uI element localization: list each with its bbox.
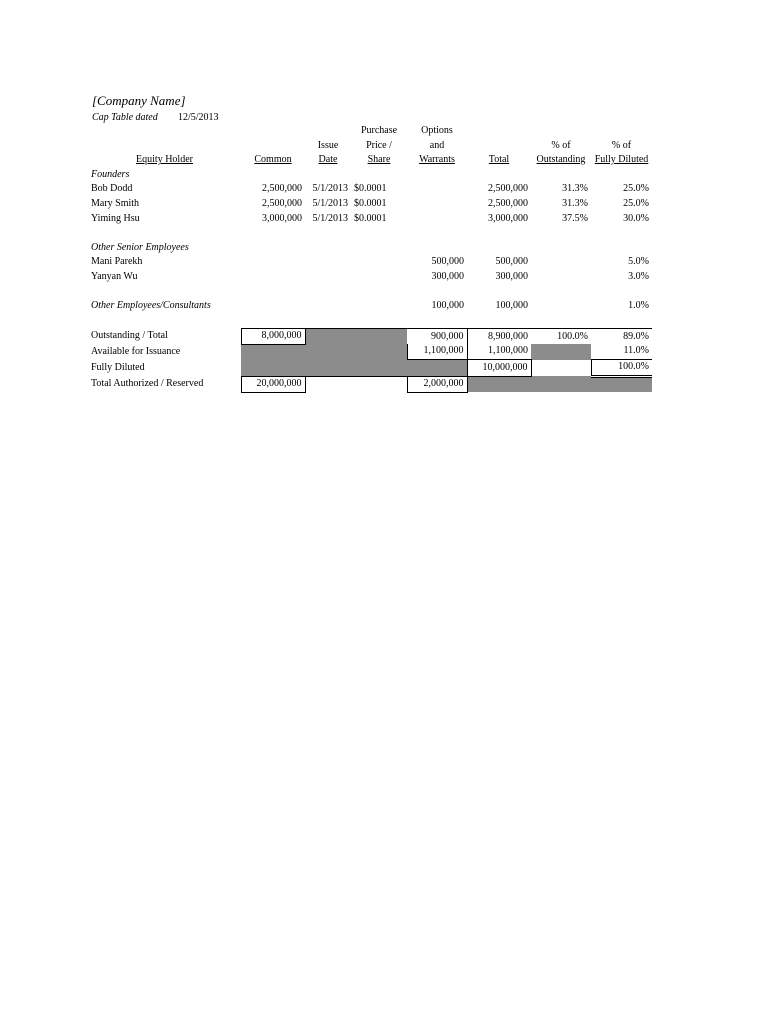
pct-fully-diluted-cell: 30.0% (623, 212, 649, 224)
pct-outstanding-cell: 100.0% (531, 329, 591, 345)
total-cell: 2,500,000 (488, 197, 528, 209)
header-pct-fully-diluted-line1: % of (611, 139, 632, 151)
header-price-line3: Share (367, 154, 391, 166)
total-cell: 300,000 (495, 270, 528, 282)
total-cell: 1,100,000 (467, 344, 531, 359)
common-cell (241, 270, 305, 285)
header-options-line3: Warrants (419, 154, 455, 166)
summary-available-row (88, 344, 652, 359)
options-cell: 2,000,000 (407, 376, 467, 392)
summary-label: Fully Diluted (91, 361, 145, 373)
summary-label: Available for Issuance (91, 345, 181, 357)
common-cell: 2,500,000 (262, 183, 302, 195)
holder-name: Bob Dodd (91, 183, 133, 195)
pct-fully-diluted-cell: 1.0% (628, 300, 649, 312)
total-cell: 10,000,000 (467, 360, 531, 377)
common-cell: 2,500,000 (262, 197, 302, 209)
summary-label: Outstanding / Total (91, 330, 168, 342)
pct-fully-diluted-cell: 89.0% (591, 329, 652, 345)
issue-date-cell: 5/1/2013 (312, 212, 348, 224)
header-price-line1: Purchase (360, 125, 398, 136)
section-senior-employees (88, 241, 652, 256)
total-cell: 100,000 (495, 300, 528, 312)
summary-authorized-row (88, 376, 652, 392)
section-founders (88, 168, 652, 183)
options-cell: 100,000 (431, 300, 464, 312)
header-pct-outstanding-line1: % of (551, 139, 571, 151)
pct-fully-diluted-cell: 5.0% (628, 256, 649, 268)
pct-fully-diluted-cell: 100.0% (591, 360, 652, 377)
common-cell: 20,000,000 (241, 376, 305, 392)
issue-date-cell: 5/1/2013 (312, 183, 348, 195)
cap-table-header (88, 124, 652, 168)
pct-outstanding-cell: 31.3% (562, 197, 588, 209)
header-options-line1: Options (421, 125, 453, 136)
table-row (88, 182, 652, 197)
section-title: Founders (91, 168, 130, 180)
cap-table-label: Cap Table dated (92, 112, 158, 123)
pct-outstanding-cell: 37.5% (562, 212, 588, 224)
header-date-line1: Issue (317, 139, 339, 151)
header-equity-holder: Equity Holder (136, 154, 193, 166)
total-cell: 500,000 (495, 256, 528, 268)
common-cell (241, 255, 305, 270)
holder-name: Yanyan Wu (91, 270, 138, 282)
total-cell: 3,000,000 (488, 212, 528, 224)
options-cell: 300,000 (431, 270, 464, 282)
cap-table (88, 124, 652, 393)
summary-label: Total Authorized / Reserved (91, 377, 204, 389)
holder-name: Yiming Hsu (91, 212, 140, 224)
header-total: Total (488, 154, 510, 166)
total-cell: 2,500,000 (488, 183, 528, 195)
holder-name: Mary Smith (91, 197, 140, 209)
issue-date-cell (305, 270, 351, 285)
header-price-line2: Price / (366, 139, 392, 151)
pct-fully-diluted-cell: 25.0% (623, 183, 649, 195)
cap-table-date-row (92, 112, 219, 123)
options-cell: 500,000 (431, 256, 464, 268)
common-cell: 8,000,000 (241, 329, 305, 345)
price-cell: $0.0001 (354, 212, 387, 224)
issue-date-cell (305, 255, 351, 270)
options-cell (407, 212, 467, 227)
common-cell: 3,000,000 (262, 212, 302, 224)
price-cell: $0.0001 (354, 197, 387, 209)
options-cell: 900,000 (407, 329, 467, 345)
pct-outstanding-cell (531, 255, 591, 270)
pct-fully-diluted-cell: 25.0% (623, 197, 649, 209)
header-pct-outstanding-line2: Outstanding (536, 154, 586, 166)
price-cell (351, 270, 407, 285)
header-pct-fully-diluted-line2: Fully Diluted (594, 154, 649, 166)
company-name: [Company Name] (92, 93, 186, 108)
total-cell: 8,900,000 (467, 329, 531, 345)
pct-fully-diluted-cell: 3.0% (628, 270, 649, 282)
pct-fully-diluted-cell: 11.0% (591, 344, 652, 359)
header-common: Common (254, 154, 292, 166)
header-date-line2: Date (318, 154, 338, 166)
section-title: Other Senior Employees (91, 241, 189, 253)
table-row (88, 255, 652, 270)
holder-name: Mani Parekh (91, 256, 143, 268)
options-cell (407, 182, 467, 197)
options-cell (407, 197, 467, 212)
options-cell: 1,100,000 (407, 344, 467, 359)
pct-outstanding-cell (531, 270, 591, 285)
header-options-line2: and (429, 139, 445, 151)
section-other-employees (88, 299, 652, 314)
table-row (88, 212, 652, 227)
cap-table-date: 12/5/2013 (178, 112, 219, 123)
price-cell (351, 255, 407, 270)
issue-date-cell: 5/1/2013 (312, 197, 348, 209)
section-title: Other Employees/Consultants (91, 300, 211, 312)
summary-fully-diluted-row (88, 360, 652, 377)
pct-outstanding-cell: 31.3% (562, 183, 588, 195)
table-row (88, 197, 652, 212)
table-row (88, 270, 652, 285)
price-cell: $0.0001 (354, 183, 387, 195)
summary-outstanding-row (88, 329, 652, 345)
